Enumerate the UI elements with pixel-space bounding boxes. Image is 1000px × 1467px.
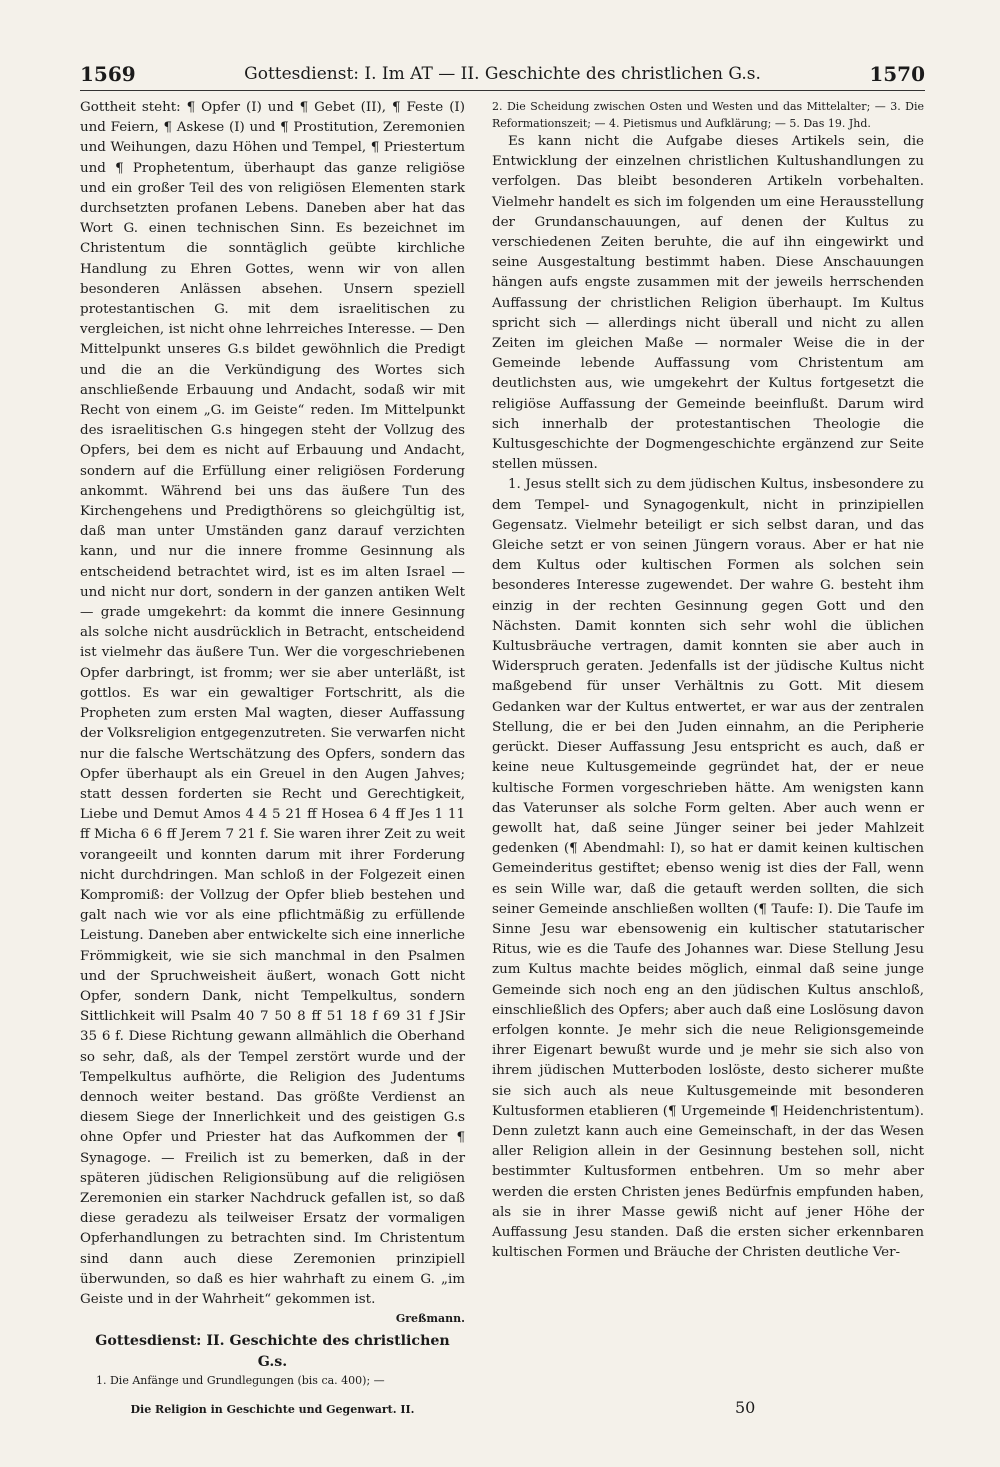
- running-header: [80, 62, 925, 92]
- header-rule: [80, 90, 925, 91]
- outline-continuation: 2. Die Scheidung zwischen Osten und Westen und das Mittelalter; — 3. Die Reformationszeit; — 4. Pietismus und Aufklärung; — 5. Das 19. Jhd.: [492, 100, 924, 130]
- right-page-number: 1570: [869, 62, 925, 86]
- header-title: Gottesdienst: I. Im AT — II. Geschichte des christlichen G.s.: [244, 64, 761, 84]
- author-signature: Greßmann.: [395, 1312, 465, 1326]
- footer-source: Die Religion in Geschichte und Gegenwart. II.: [130, 1403, 415, 1416]
- left-column: [80, 98, 465, 1389]
- right-column: [492, 98, 924, 1263]
- left-page-number: 1569: [80, 62, 136, 86]
- section-title: Gottesdienst: II. Geschichte des christlichen G.s.: [95, 1333, 450, 1370]
- paragraph-intro: Es kann nicht die Aufgabe dieses Artikels sein, die Entwicklung der einzelnen christlichen Kultushandlungen zu verfolgen. Das bleibt besonderen Artikeln vorbehalten. Vielmehr handelt es sich im folgenden um eine Herausstellung der Grundanschauungen, auf denen der Kultus zu verschiedenen Zeiten beruhte, die auf ihn eingewirkt und seine Ausgestaltung bestimmt haben. Diese Anschauungen hängen aufs engste zusammen mit der jeweils herrschenden Auffassung der christlichen Religion überhaupt. Im Kultus spricht sich — allerdings nicht überall und nicht zu allen Zeiten im gleichen Maße — normaler Weise die in der Gemeinde lebende Auffassung vom Christentum am deutlichsten aus, wie umgekehrt der Kultus fortgesetzt die religiöse Auffassung der Gemeinde beeinflußt. Darum wird sich innerhalb der protestantischen Theologie die Kultusgeschichte der Dogmengeschichte ergänzend zur Seite stellen müssen.: [492, 134, 924, 473]
- sheet-number: 50: [735, 1398, 756, 1417]
- left-body-text: Gottheit steht: ¶ Opfer (I) und ¶ Gebet (II), ¶ Feste (I) und Feiern, ¶ Askese (I) und ¶ Prostitution, Zeremonien und Weihungen, dazu Höhen und Tempel, ¶ Priestertum und ¶ Prophetentum, überhaupt das ganze religiöse und ein großer Teil des von religiösen Elementen stark durchsetzten profanen Lebens. Daneben aber hat das Wort G. einen technischen Sinn. Es bezeichnet im Christentum die sonntäglich geübte kirchliche Handlung zu Ehren Gottes, wenn wir von allen besonderen Anlässen absehen. Unsern speziell protestantischen G. mit dem israelitischen zu vergleichen, ist nicht ohne lehrreiches Interesse. — Den Mittelpunkt unseres G.s bildet gewöhnlich die Predigt und die an die Verkündigung des Wortes sich anschließende Erbauung und Andacht, sodaß wir mit Recht von einem „G. im Geiste“ reden. Im Mittelpunkt des israelitischen G.s hingegen steht der Vollzug des Opfers, bei dem es nicht auf Erbauung und Andacht, sondern auf die Erfüllung einer religiösen Forderung ankommt. Während bei uns das äußere Tun des Kirchengehens und Predigthörens so gleichgültig ist, daß man unter Umständen ganz darauf verzichten kann, und nur die innere fromme Gesinnung als entscheidend betrachtet wird, ist es im alten Israel — und nicht nur dort, sondern in der ganzen antiken Welt — grade umgekehrt: da kommt die innere Gesinnung als solche nicht ausdrücklich in Betracht, entscheidend ist vielmehr das äußere Tun. Wer die vorgeschriebenen Opfer darbringt, ist fromm; wer sie aber unterläßt, ist gottlos. Es war ein gewaltiger Fortschritt, als die Propheten zum ersten Mal wagten, dieser Auffassung der Volksreligion entgegenzutreten. Sie verwarfen nicht nur die falsche Wertschätzung des Opfers, sondern das Opfer überhaupt als ein Greuel in den Augen Jahves; statt dessen forderten sie Recht und Gerechtigkeit, Liebe und Demut Amos 4 4 5 21 ff Hosea 6 4 ff Jes 1 11 ff Micha 6 6 ff Jerem 7 21 f. Sie waren ihrer Zeit zu weit vorangeeilt und konnten darum mit ihrer Forderung nicht durchdringen. Man schloß in der Folgezeit einen Kompromiß: der Vollzug der Opfer blieb bestehen und galt nach wie vor als eine pflichtmäßig zu erfüllende Leistung. Daneben aber entwickelte sich eine innerliche Frömmigkeit, wie sie sich manchmal in den Psalmen und der Spruchweisheit äußert, wonach Gott nicht Opfer, sondern Dank, nicht Tempelkultus, sondern Sittlichkeit will Psalm 40 7 50 8 ff 51 18 f 69 31 f JSir 35 6 f. Diese Richtung gewann allmählich die Oberhand so sehr, daß, als der Tempel zerstört wurde und der Tempelkultus aufhörte, die Religion des Judentums dennoch weiter bestand. Das größte Verdienst an diesem Siege der Innerlichkeit und des geistigen G.s ohne Opfer und Priester hat das Aufkommen der ¶ Synagoge. — Freilich ist zu bemerken, daß in der späteren jüdischen Religionsübung auf die religiösen Zeremonien ein starker Nachdruck gefallen ist, so daß diese geradezu als teilweiser Ersatz der vormaligen Opferhandlungen zu betrachten sind. Im Christentum sind dann auch diese Zeremonien prinzipiell überwunden, so daß es hier wahrhaft zu einem G. „im Geiste und in der Wahrheit“ gekommen ist.: [80, 100, 465, 1307]
- paragraph-jesus: 1. Jesus stellt sich zu dem jüdischen Kultus, insbesondere zu dem Tempel- und Synagogenkult, nicht in prinzipiellen Gegensatz. Vielmehr beteiligt er sich selbst daran, und das Gleiche setzt er von seinen Jüngern voraus. Aber er hat nie dem Kultus oder kultischen Formen als solchen sein besonderes Interesse zugewendet. Der wahre G. besteht ihm einzig in der rechten Gesinnung gegen Gott und den Nächsten. Damit konnten sich sehr wohl die üblichen Kultusbräuche vertragen, damit konnten sie aber auch in Widerspruch geraten. Jedenfalls ist der jüdische Kultus nicht maßgebend für unser Verhältnis zu Gott. Mit diesem Gedanken war der Kultus entwertet, er war aus der zentralen Stellung, die er bei den Juden einnahm, an die Peripherie gerückt. Dieser Auffassung Jesu entspricht es auch, daß er keine neue Kultusgemeinde gegründet hat, der er neue kultische Formen vorgeschrieben hätte. Am wenigsten kann das Vaterunser als solche Form gelten. Aber auch wenn er gewollt hat, daß seine Jünger seiner bei jeder Mahlzeit gedenken (¶ Abendmahl: I), so hat er damit keinen kultischen Gemeinderitus gestiftet; ebenso wenig ist dies der Fall, wenn es sein Wille war, daß die getauft werden sollten, die sich seiner Gemeinde anschließen wollten (¶ Taufe: I). Die Taufe im Sinne Jesu war ebensowenig ein kultischer statutarischer Ritus, wie es die Taufe des Johannes war. Diese Stellung Jesu zum Kultus machte beides möglich, einmal daß seine junge Gemeinde sich noch eng an den jüdischen Kultus anschloß, einschließlich des Opfers; aber auch daß eine Loslösung davon erfolgen konnte. Je mehr sich die neue Religionsgemeinde ihrer Eigenart bewußt wurde und je mehr sie sich also von ihrem jüdischen Mutterboden loslöste, desto sicherer mußte sie sich auch als neue Kultusgemeinde mit besonderen Kultusformen etablieren (¶ Urgemeinde ¶ Heidenchristentum). Denn zuletzt kann auch eine Gemeinschaft, in der das Wesen aller Religion allein in der Gesinnung bestehen soll, nicht bestimmter Kultusformen entbehren. Um so mehr aber werden die ersten Christen jenes Bedürfnis empfunden haben, als sie in ihrer Masse gewiß nicht auf jener Höhe der Auffassung Jesu standen. Daß die ersten sicher erkennbaren kultischen Formen und Bräuche der Christen deutliche Ver-: [492, 477, 924, 1261]
- section-outline: 1. Die Anfänge und Grundlegungen (bis ca. 400); —: [96, 1373, 385, 1387]
